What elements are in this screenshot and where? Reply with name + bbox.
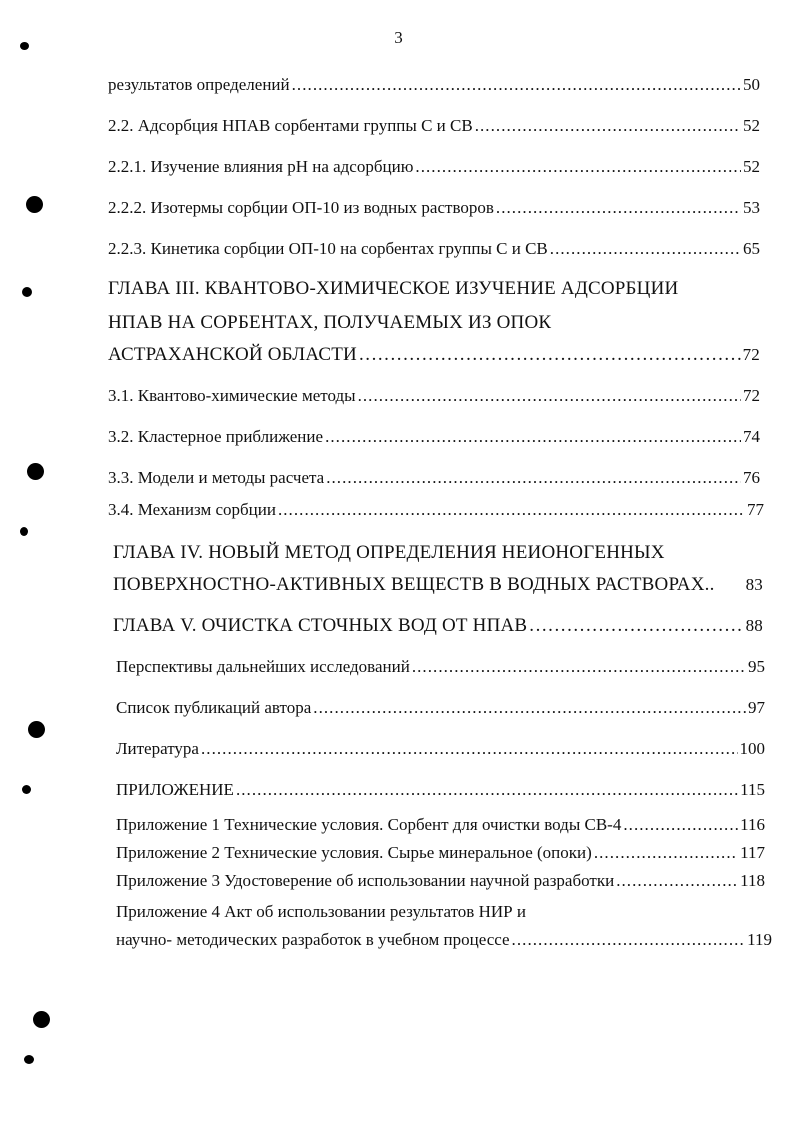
appendix-title-line: Приложение 4 Акт об использовании результатов НИР и: [116, 902, 526, 921]
toc-entry-page: 83: [745, 575, 763, 594]
binder-hole: [26, 196, 43, 213]
leader-dots: [358, 386, 741, 406]
toc-entry-title: ПОВЕРХНОСТНО-АКТИВНЫХ ВЕЩЕСТВ В ВОДНЫХ РАСТВОРАХ..: [113, 574, 715, 595]
toc-entry-page: 95: [748, 657, 765, 676]
toc-entry-page: 118: [740, 871, 765, 890]
toc-entry: [113, 574, 763, 596]
chapter-title-line: НПАВ НА СОРБЕНТАХ, ПОЛУЧАЕМЫХ ИЗ ОПОК: [108, 312, 552, 333]
toc-entry-page: 53: [743, 198, 760, 217]
toc-entry-page: 52: [743, 157, 760, 176]
toc-entry-title: 3.1. Квантово-химические методы: [108, 386, 356, 405]
leader-dots: [616, 871, 738, 891]
toc-entry: [113, 615, 763, 637]
leader-dots: [313, 698, 746, 718]
toc-entry: [116, 871, 765, 891]
leader-dots: [415, 157, 741, 177]
toc-entry: [116, 698, 765, 718]
leader-dots: [326, 468, 741, 488]
binder-hole-mark: [20, 527, 28, 536]
binder-hole: [27, 463, 44, 480]
toc-entry-page: 74: [743, 427, 760, 446]
toc-entry-title: ГЛАВА V. ОЧИСТКА СТОЧНЫХ ВОД ОТ НПАВ: [113, 615, 528, 636]
toc-entry-page: 72: [743, 386, 760, 405]
toc-entry-title: 2.2.1. Изучение влияния рН на адсорбцию: [108, 157, 414, 176]
chapter-title-line: ГЛАВА III. КВАНТОВО-ХИМИЧЕСКОЕ ИЗУЧЕНИЕ АДСОРБЦИИ: [108, 278, 679, 299]
toc-entry: [108, 75, 760, 95]
leader-dots: [236, 780, 738, 800]
leader-dots: [529, 615, 743, 637]
toc-entry-title: 3.2. Кластерное приближение: [108, 427, 324, 446]
binder-hole: [28, 721, 45, 738]
binder-hole-mark: [22, 785, 31, 794]
toc-entry-title: научно- методических разработок в учебном процессе: [116, 930, 510, 949]
toc-entry: [108, 386, 760, 406]
leader-dots: [512, 930, 746, 950]
toc-entry: [116, 815, 765, 835]
leader-dots: [475, 116, 741, 136]
toc-entry-title: АСТРАХАНСКОЙ ОБЛАСТИ: [108, 344, 357, 365]
toc-entry: [108, 500, 764, 520]
toc-entry: [116, 739, 765, 759]
leader-dots: [623, 815, 738, 835]
toc-entry-page: 76: [743, 468, 760, 487]
toc-entry: [108, 116, 760, 136]
toc-entry-page: 52: [743, 116, 760, 135]
toc-entry-page: 117: [740, 843, 765, 862]
toc-entry: [108, 198, 760, 218]
toc-entry-title: 3.3. Модели и методы расчета: [108, 468, 325, 487]
toc-entry-title: результатов определений: [108, 75, 290, 94]
toc-entry-page: 72: [742, 345, 760, 364]
toc-entry-page: 65: [743, 239, 760, 258]
leader-dots: [359, 344, 741, 366]
toc-entry: [108, 468, 760, 488]
toc-entry-title: Перспективы дальнейших исследований: [116, 657, 410, 676]
binder-hole-mark: [22, 287, 32, 297]
leader-dots: [550, 239, 741, 259]
toc-entry-title: 2.2.3. Кинетика сорбции ОП-10 на сорбентах группы С и СВ: [108, 239, 548, 258]
binder-hole-mark: [24, 1055, 34, 1064]
binder-hole-mark: [20, 42, 29, 50]
leader-dots: [325, 427, 741, 447]
toc-entry: [116, 780, 765, 800]
toc-entry-page: 77: [747, 500, 764, 519]
leader-dots: [594, 843, 738, 863]
toc-entry-title: Список публикаций автора: [116, 698, 312, 717]
toc-entry: [116, 930, 772, 950]
toc-entry-page: 50: [743, 75, 760, 94]
toc-entry-title: Приложение 3 Удостоверение об использовании научной разработки: [116, 871, 615, 890]
toc-entry-title: 2.2. Адсорбция НПАВ сорбентами группы С и СВ: [108, 116, 473, 135]
toc-entry-title: Приложение 1 Технические условия. Сорбент для очистки воды СВ-4: [116, 815, 622, 834]
toc-entry-title: 3.4. Механизм сорбции: [108, 500, 276, 519]
toc-entry-page: 88: [745, 616, 763, 635]
leader-dots: [278, 500, 745, 520]
toc-entry: [116, 657, 765, 677]
toc-entry-page: 119: [747, 930, 772, 949]
binder-hole: [33, 1011, 50, 1028]
toc-entry-title: Литература: [116, 739, 199, 758]
leader-dots: [496, 198, 741, 218]
leader-dots: [292, 75, 741, 95]
chapter-title-line: ГЛАВА IV. НОВЫЙ МЕТОД ОПРЕДЕЛЕНИЯ НЕИОНОГЕННЫХ: [113, 542, 665, 563]
toc-entry-page: 100: [739, 739, 765, 758]
toc-entry: [108, 344, 760, 366]
toc-entry: [108, 427, 760, 447]
toc-entry-page: 116: [740, 815, 765, 834]
toc-entry: [108, 239, 760, 259]
toc-entry-title: ПРИЛОЖЕНИЕ: [116, 780, 234, 799]
leader-dots: [201, 739, 738, 759]
toc-entry: [108, 157, 760, 177]
toc-entry-page: 97: [748, 698, 765, 717]
toc-entry-title: 2.2.2. Изотермы сорбции ОП-10 из водных растворов: [108, 198, 494, 217]
toc-entry: [116, 843, 765, 863]
leader-dots: [412, 657, 746, 677]
toc-entry-title: Приложение 2 Технические условия. Сырье минеральное (опоки): [116, 843, 592, 862]
toc-entry-page: 115: [740, 780, 765, 799]
page-number: 3: [394, 28, 403, 47]
